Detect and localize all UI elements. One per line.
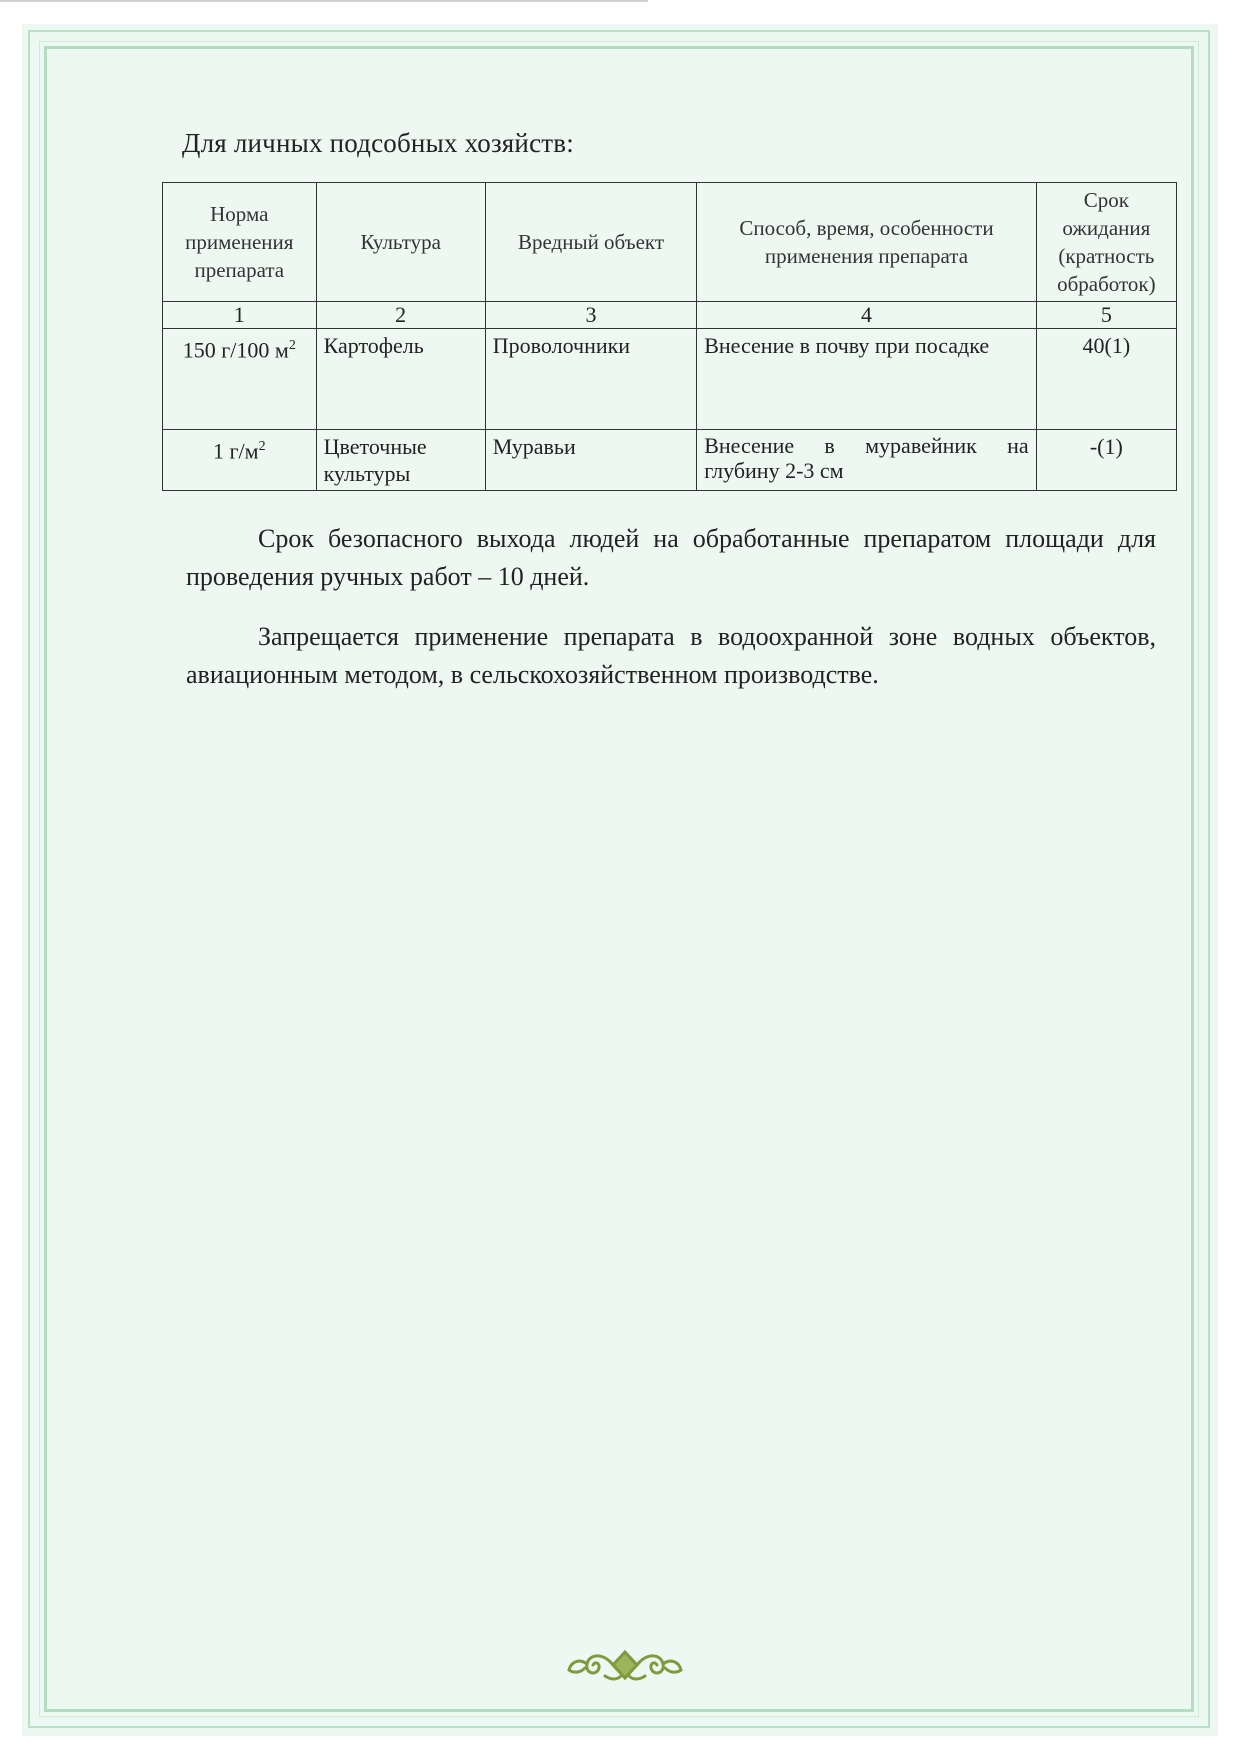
header-rate: Норма применения препарата — [163, 183, 317, 302]
rate-value: 150 г/100 м — [182, 337, 289, 363]
column-number-row — [163, 302, 1177, 329]
scan-edge-line — [0, 0, 648, 2]
method-line: Внесение в муравейник на — [704, 433, 1029, 458]
rate-value: 1 г/м — [213, 438, 259, 464]
table-row — [163, 329, 1177, 430]
method-cell — [697, 430, 1036, 491]
rate-exponent: 2 — [258, 439, 266, 454]
method-cell: Внесение в почву при посадке — [697, 329, 1036, 430]
rate-cell — [163, 329, 317, 430]
crop-cell: Цветочные культуры — [316, 430, 485, 491]
header-crop: Культура — [316, 183, 485, 302]
pest-cell: Проволочники — [485, 329, 696, 430]
crop-cell: Картофель — [316, 329, 485, 430]
header-waiting: Срок ожидания (кратность обработок) — [1036, 183, 1176, 302]
column-number: 5 — [1036, 302, 1176, 329]
application-table — [162, 182, 1177, 491]
table-header-row — [163, 183, 1177, 302]
paragraph-safe-exit: Срок безопасного выхода людей на обработанные препаратом площади для проведения ручных работ – 10 дней. — [186, 524, 1156, 591]
waiting-cell: -(1) — [1036, 430, 1176, 491]
waiting-cell: 40(1) — [1036, 329, 1176, 430]
paragraph-restrictions: Запрещается применение препарата в водоохранной зоне водных объектов, авиационным методом, в сельскохозяйственном производстве. — [186, 622, 1156, 689]
column-number: 2 — [316, 302, 485, 329]
rate-cell — [163, 430, 317, 491]
section-heading: Для личных подсобных хозяйств: — [182, 128, 574, 158]
header-method: Способ, время, особенности применения препарата — [697, 183, 1036, 302]
column-number: 3 — [485, 302, 696, 329]
column-number: 1 — [163, 302, 317, 329]
rate-exponent: 2 — [288, 338, 296, 353]
method-line: глубину 2-3 см — [704, 458, 844, 483]
column-number: 4 — [697, 302, 1036, 329]
table-row — [163, 430, 1177, 491]
pest-cell: Муравьи — [485, 430, 696, 491]
header-pest: Вредный объект — [485, 183, 696, 302]
ornament-icon — [565, 1648, 685, 1682]
